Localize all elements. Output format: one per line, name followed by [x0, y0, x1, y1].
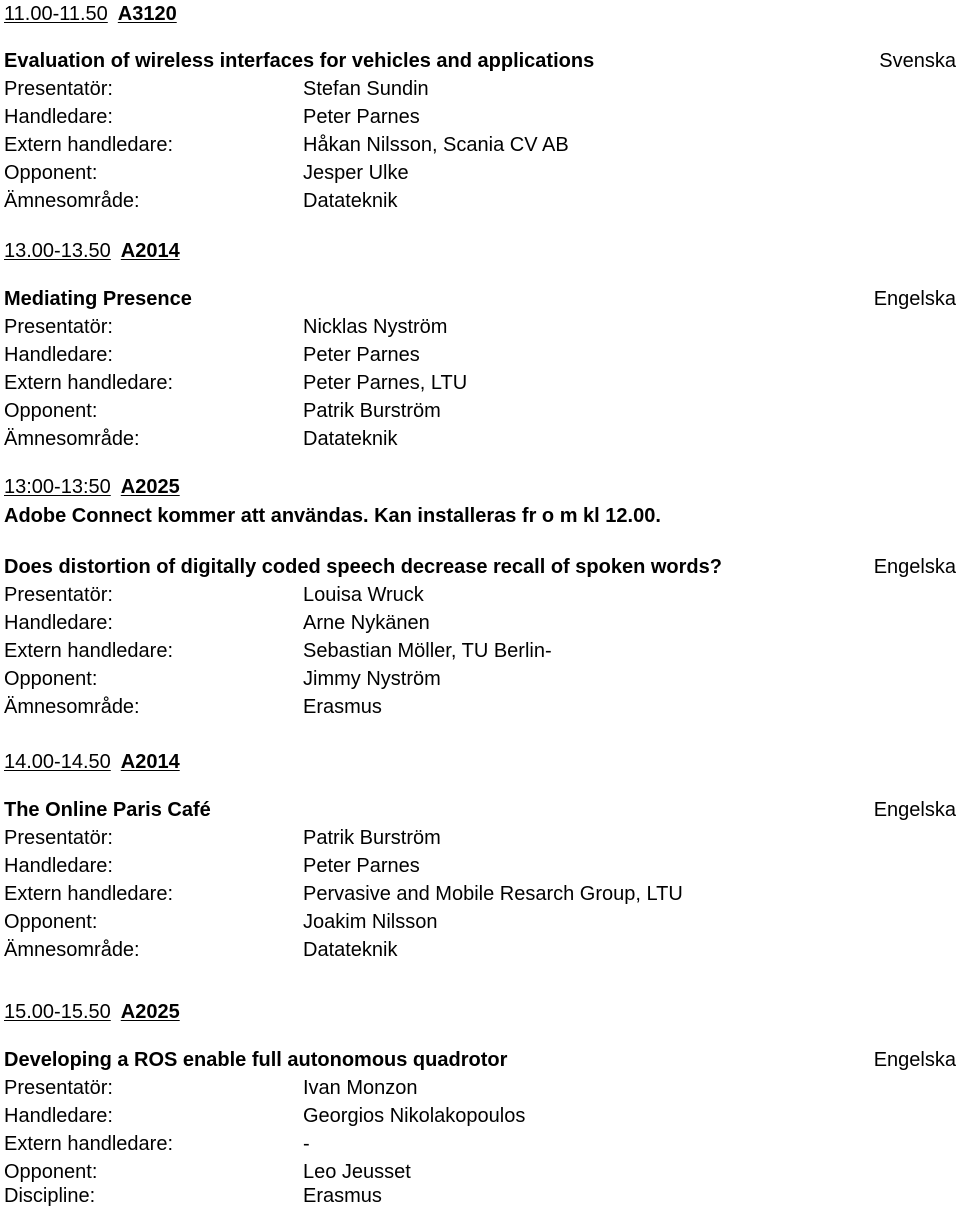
presenter-label: Presentatör: — [4, 584, 113, 606]
subject-area-value: Erasmus — [303, 696, 382, 718]
subject-area-label: Ämnesområde: — [4, 696, 140, 718]
supervisor-value: Peter Parnes — [303, 106, 420, 128]
presenter-row — [4, 75, 954, 103]
opponent-value: Jimmy Nyström — [303, 668, 441, 690]
external-supervisor-row — [4, 369, 954, 397]
external-supervisor-label: Extern handledare: — [4, 134, 174, 156]
subject-area-row — [4, 693, 954, 721]
external-supervisor-value: Håkan Nilsson, Scania CV AB — [303, 134, 569, 156]
session-room: A2014 — [120, 751, 180, 773]
session-time: 13:00-13:50 — [4, 476, 111, 498]
session-time: 15.00-15.50 — [4, 1001, 111, 1023]
session-time-slot — [4, 237, 180, 265]
discipline-value: Erasmus — [303, 1185, 382, 1207]
external-supervisor-label: Extern handledare: — [4, 1133, 174, 1155]
session-language: Engelska — [873, 799, 956, 821]
presenter-label: Presentatör: — [4, 316, 113, 338]
subject-area-row — [4, 936, 954, 964]
external-supervisor-row — [4, 637, 954, 665]
opponent-label: Opponent: — [4, 400, 98, 422]
presenter-row — [4, 824, 954, 852]
supervisor-label: Handledare: — [4, 612, 113, 634]
external-supervisor-row — [4, 1130, 954, 1158]
subject-area-row — [4, 187, 954, 215]
presenter-label: Presentatör: — [4, 1077, 113, 1099]
session-room: A2025 — [120, 1001, 180, 1023]
session-title: Mediating Presence — [4, 288, 192, 310]
session-room: A3120 — [117, 3, 177, 25]
session-title: Evaluation of wireless interfaces for vehicles and applications — [4, 50, 595, 72]
session-time-slot — [4, 0, 177, 28]
session-time: 14.00-14.50 — [4, 751, 111, 773]
opponent-row — [4, 908, 954, 936]
subject-area-row — [4, 425, 954, 453]
supervisor-value: Arne Nykänen — [303, 612, 430, 634]
supervisor-row — [4, 1102, 954, 1130]
external-supervisor-row — [4, 880, 954, 908]
opponent-row — [4, 665, 954, 693]
external-supervisor-row — [4, 131, 954, 159]
opponent-value: Jesper Ulke — [303, 162, 409, 184]
session-time-slot — [4, 998, 180, 1026]
presenter-label: Presentatör: — [4, 827, 113, 849]
supervisor-label: Handledare: — [4, 344, 113, 366]
discipline-label: Discipline: — [4, 1185, 96, 1207]
opponent-label: Opponent: — [4, 1161, 98, 1183]
presenter-row — [4, 1074, 954, 1102]
supervisor-value: Peter Parnes — [303, 344, 420, 366]
session-time: 11.00-11.50 — [4, 3, 108, 25]
opponent-row — [4, 159, 954, 187]
opponent-row — [4, 397, 954, 425]
presenter-row — [4, 313, 954, 341]
subject-area-label: Ämnesområde: — [4, 428, 140, 450]
supervisor-value: Georgios Nikolakopoulos — [303, 1105, 526, 1127]
presenter-row — [4, 581, 954, 609]
presenter-value: Nicklas Nyström — [303, 316, 448, 338]
opponent-label: Opponent: — [4, 911, 98, 933]
session-title: Developing a ROS enable full autonomous quadrotor — [4, 1049, 508, 1071]
subject-area-value: Datateknik — [303, 939, 398, 961]
external-supervisor-value: - — [303, 1133, 310, 1155]
session-room: A2014 — [120, 240, 180, 262]
opponent-label: Opponent: — [4, 162, 98, 184]
session-title: Does distortion of digitally coded speech decrease recall of spoken words? — [4, 556, 722, 578]
supervisor-label: Handledare: — [4, 106, 113, 128]
session-room: A2025 — [120, 476, 180, 498]
subject-area-label: Ämnesområde: — [4, 939, 140, 961]
external-supervisor-label: Extern handledare: — [4, 640, 174, 662]
supervisor-label: Handledare: — [4, 1105, 113, 1127]
session-note: Adobe Connect kommer att användas. Kan installeras fr o m kl 12.00. — [4, 505, 661, 527]
external-supervisor-value: Peter Parnes, LTU — [303, 372, 468, 394]
presenter-label: Presentatör: — [4, 78, 113, 100]
external-supervisor-label: Extern handledare: — [4, 883, 174, 905]
discipline-row — [4, 1182, 954, 1210]
external-supervisor-value: Sebastian Möller, TU Berlin- — [303, 640, 552, 662]
session-language: Engelska — [873, 1049, 956, 1071]
supervisor-row — [4, 341, 954, 369]
presenter-value: Stefan Sundin — [303, 78, 429, 100]
supervisor-row — [4, 852, 954, 880]
presenter-value: Louisa Wruck — [303, 584, 424, 606]
subject-area-value: Datateknik — [303, 428, 398, 450]
session-time-slot — [4, 748, 180, 776]
presenter-value: Patrik Burström — [303, 827, 441, 849]
supervisor-value: Peter Parnes — [303, 855, 420, 877]
presenter-value: Ivan Monzon — [303, 1077, 418, 1099]
opponent-value: Joakim Nilsson — [303, 911, 438, 933]
external-supervisor-value: Pervasive and Mobile Resarch Group, LTU — [303, 883, 683, 905]
opponent-label: Opponent: — [4, 668, 98, 690]
session-time: 13.00-13.50 — [4, 240, 111, 262]
subject-area-label: Ämnesområde: — [4, 190, 140, 212]
external-supervisor-label: Extern handledare: — [4, 372, 174, 394]
session-language: Svenska — [879, 50, 956, 72]
opponent-value: Leo Jeusset — [303, 1161, 411, 1183]
session-language: Engelska — [873, 288, 956, 310]
session-time-slot — [4, 473, 180, 501]
supervisor-label: Handledare: — [4, 855, 113, 877]
supervisor-row — [4, 609, 954, 637]
session-language: Engelska — [873, 556, 956, 578]
session-title: The Online Paris Café — [4, 799, 211, 821]
opponent-value: Patrik Burström — [303, 400, 441, 422]
supervisor-row — [4, 103, 954, 131]
subject-area-value: Datateknik — [303, 190, 398, 212]
